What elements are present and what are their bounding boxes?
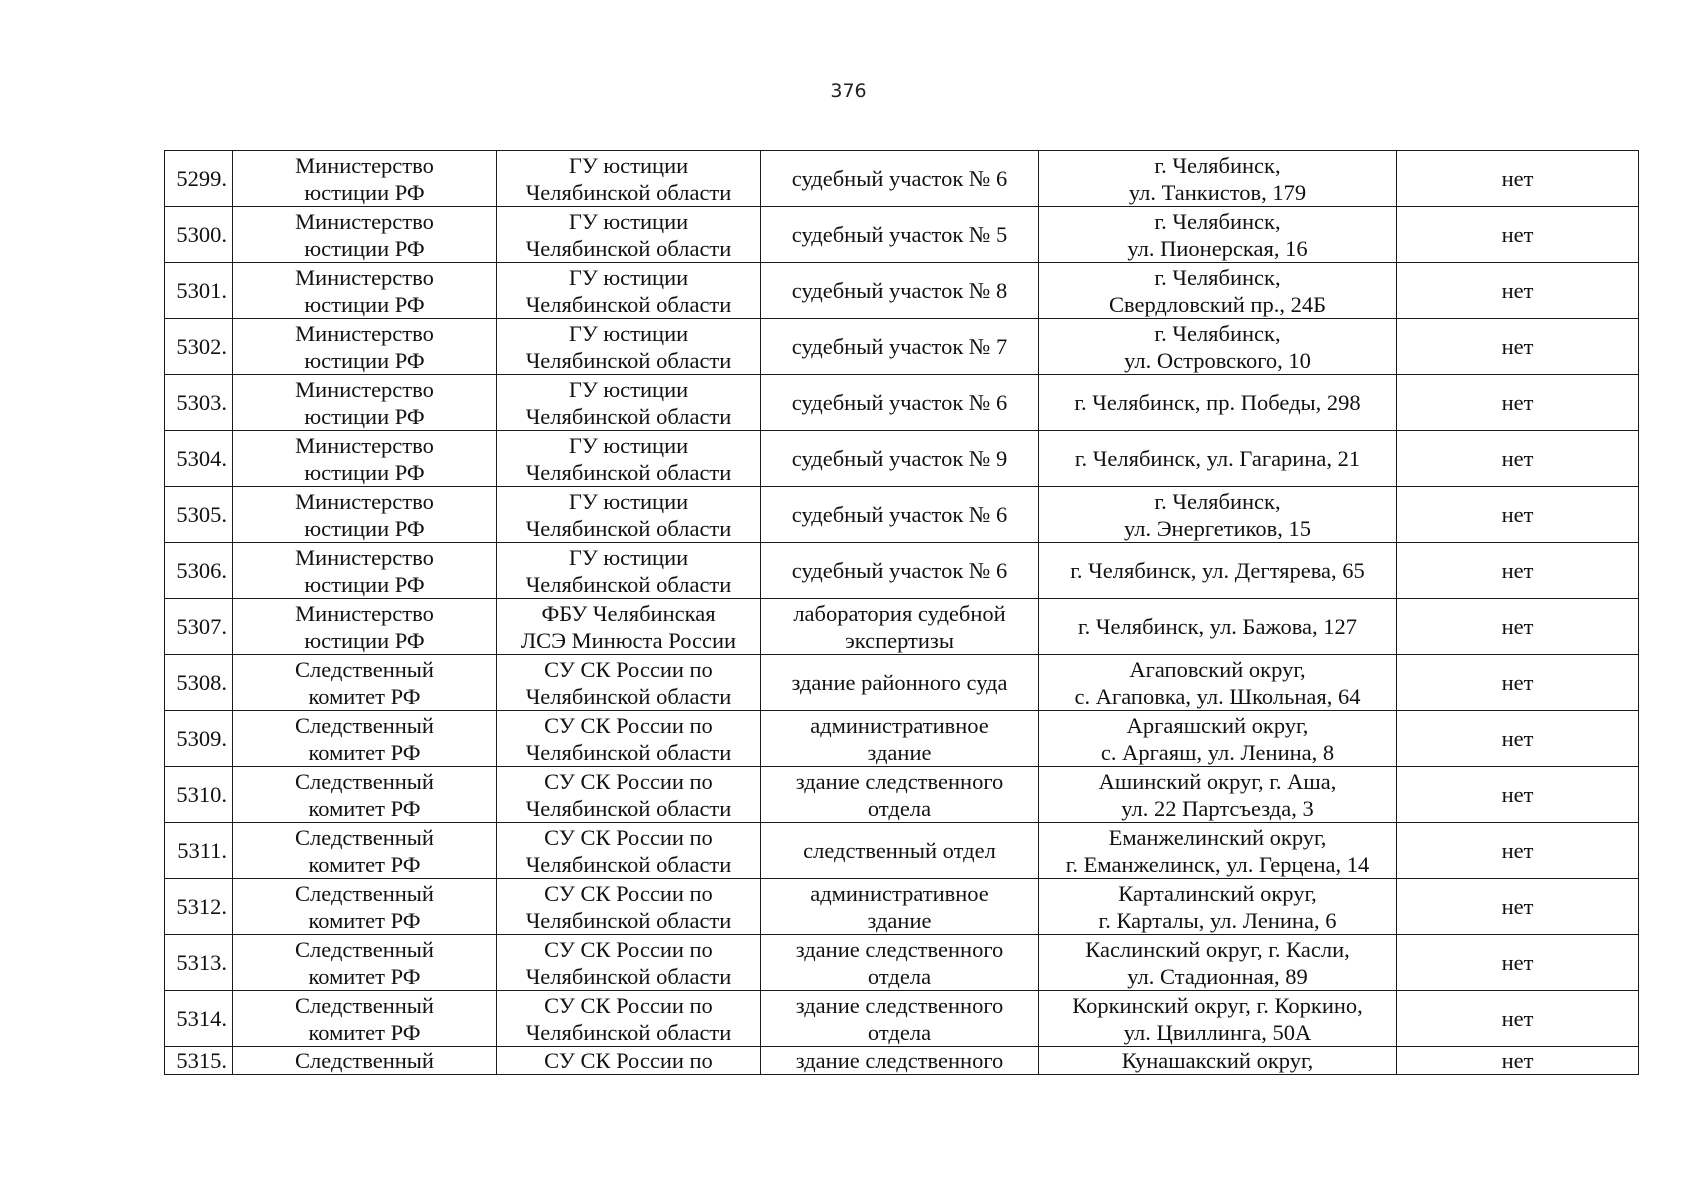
table-row [165, 935, 1639, 991]
cell-organization [497, 431, 761, 487]
cell-line: комитет РФ [308, 683, 421, 709]
cell-address [1039, 1047, 1397, 1075]
cell-line: Министерство [295, 208, 434, 234]
cell-number: 5309. [165, 711, 233, 767]
cell-number: 5308. [165, 655, 233, 711]
cell-line: Еманжелинский округ, [1108, 824, 1327, 850]
cell-line: экспертизы [845, 627, 954, 653]
cell-ministry [233, 487, 497, 543]
cell-line: Министерство [295, 488, 434, 514]
cell-line: Челябинской области [525, 739, 732, 765]
cell-address [1039, 767, 1397, 823]
cell-line: СУ СК России по [544, 824, 713, 850]
cell-ministry [233, 711, 497, 767]
cell-status: нет [1397, 263, 1639, 319]
cell-address [1039, 543, 1397, 599]
cell-ministry [233, 151, 497, 207]
cell-line: Следственный [295, 936, 434, 962]
cell-line: комитет РФ [308, 851, 421, 877]
cell-object [761, 935, 1039, 991]
cell-line: Агаповский округ, [1129, 656, 1306, 682]
cell-line: судебный участок № 8 [791, 278, 1008, 303]
cell-line: Челябинской области [525, 907, 732, 933]
cell-ministry [233, 655, 497, 711]
cell-line: Челябинской области [525, 235, 732, 261]
cell-line: Следственный [295, 656, 434, 682]
cell-line: Челябинской области [525, 1019, 732, 1045]
cell-organization [497, 207, 761, 263]
cell-line: Свердловский пр., 24Б [1108, 291, 1327, 317]
cell-line: здание [867, 907, 932, 933]
cell-line: ул. Островского, 10 [1124, 347, 1311, 373]
cell-line: г. Челябинск, [1154, 320, 1281, 346]
cell-line: Следственный [295, 880, 434, 906]
cell-line: ул. 22 Партсъезда, 3 [1121, 795, 1314, 821]
cell-ministry [233, 935, 497, 991]
cell-line: здание следственного [795, 768, 1004, 794]
cell-organization [497, 263, 761, 319]
cell-number: 5306. [165, 543, 233, 599]
cell-status: нет [1397, 1047, 1639, 1075]
cell-status: нет [1397, 767, 1639, 823]
cell-status: нет [1397, 599, 1639, 655]
cell-object [761, 487, 1039, 543]
cell-line: СУ СК России по [544, 992, 713, 1018]
cell-line: административное [810, 712, 989, 738]
cell-organization [497, 767, 761, 823]
table-row [165, 655, 1639, 711]
cell-line: Челябинской области [525, 403, 732, 429]
cell-status: нет [1397, 487, 1639, 543]
cell-address [1039, 935, 1397, 991]
cell-object [761, 711, 1039, 767]
cell-line: Кунашакский округ, [1121, 1048, 1314, 1073]
cell-line: Каслинский округ, г. Касли, [1085, 936, 1350, 962]
cell-line: ГУ юстиции [568, 544, 689, 570]
table-row [165, 823, 1639, 879]
cell-ministry [233, 991, 497, 1047]
cell-status: нет [1397, 431, 1639, 487]
cell-line: Челябинской области [525, 795, 732, 821]
cell-line: Следственный [295, 1048, 434, 1073]
cell-line: лаборатория судебной [793, 600, 1006, 626]
cell-number: 5310. [165, 767, 233, 823]
cell-organization [497, 879, 761, 935]
cell-line: юстиции РФ [304, 515, 425, 541]
cell-ministry [233, 207, 497, 263]
cell-line: г. Челябинск, ул. Бажова, 127 [1077, 614, 1358, 639]
cell-number: 5305. [165, 487, 233, 543]
cell-object [761, 207, 1039, 263]
cell-line: с. Аргаяш, ул. Ленина, 8 [1100, 739, 1335, 765]
cell-status: нет [1397, 935, 1639, 991]
table-row [165, 879, 1639, 935]
cell-line: Следственный [295, 992, 434, 1018]
cell-organization [497, 151, 761, 207]
table-row [165, 991, 1639, 1047]
cell-line: Министерство [295, 432, 434, 458]
cell-line: ул. Танкистов, 179 [1128, 179, 1307, 205]
cell-object [761, 599, 1039, 655]
cell-line: Челябинской области [525, 347, 732, 373]
cell-status: нет [1397, 991, 1639, 1047]
cell-line: комитет РФ [308, 963, 421, 989]
cell-address [1039, 487, 1397, 543]
cell-line: ГУ юстиции [568, 488, 689, 514]
cell-object [761, 263, 1039, 319]
cell-line: ЛСЭ Минюста России [520, 627, 737, 653]
cell-number: 5311. [165, 823, 233, 879]
cell-organization [497, 823, 761, 879]
cell-status: нет [1397, 151, 1639, 207]
cell-number: 5312. [165, 879, 233, 935]
cell-ministry [233, 375, 497, 431]
cell-line: здание [867, 739, 932, 765]
cell-number: 5300. [165, 207, 233, 263]
cell-line: Челябинской области [525, 291, 732, 317]
cell-number: 5299. [165, 151, 233, 207]
cell-line: ГУ юстиции [568, 264, 689, 290]
cell-number: 5302. [165, 319, 233, 375]
table-row [165, 711, 1639, 767]
cell-line: Министерство [295, 264, 434, 290]
cell-line: г. Челябинск, [1154, 208, 1281, 234]
cell-status: нет [1397, 711, 1639, 767]
cell-line: Следственный [295, 768, 434, 794]
cell-organization [497, 487, 761, 543]
cell-line: отдела [867, 795, 932, 821]
cell-object [761, 823, 1039, 879]
cell-line: ГУ юстиции [568, 208, 689, 234]
cell-number: 5315. [165, 1047, 233, 1075]
cell-line: г. Челябинск, ул. Гагарина, 21 [1074, 446, 1361, 471]
registry-table-body [165, 151, 1639, 1075]
cell-address [1039, 655, 1397, 711]
cell-line: ФБУ Челябинская [541, 600, 716, 626]
cell-ministry [233, 879, 497, 935]
cell-line: СУ СК России по [544, 712, 713, 738]
cell-address [1039, 991, 1397, 1047]
cell-line: здание районного суда [791, 670, 1008, 695]
cell-object [761, 879, 1039, 935]
cell-line: юстиции РФ [304, 347, 425, 373]
cell-line: отдела [867, 963, 932, 989]
table-row [165, 319, 1639, 375]
cell-line: отдела [867, 1019, 932, 1045]
cell-line: г. Челябинск, ул. Дегтярева, 65 [1070, 558, 1365, 583]
cell-number: 5301. [165, 263, 233, 319]
cell-object [761, 543, 1039, 599]
cell-line: Челябинской области [525, 459, 732, 485]
cell-number: 5314. [165, 991, 233, 1047]
cell-address [1039, 375, 1397, 431]
cell-line: юстиции РФ [304, 403, 425, 429]
cell-ministry [233, 263, 497, 319]
cell-object [761, 1047, 1039, 1075]
registry-table [164, 150, 1639, 1075]
cell-line: здание следственного [795, 936, 1004, 962]
cell-line: судебный участок № 7 [791, 334, 1008, 359]
cell-address [1039, 879, 1397, 935]
cell-object [761, 767, 1039, 823]
cell-line: комитет РФ [308, 795, 421, 821]
cell-line: г. Челябинск, пр. Победы, 298 [1074, 390, 1361, 415]
cell-line: Министерство [295, 376, 434, 402]
cell-line: юстиции РФ [304, 235, 425, 261]
cell-ministry [233, 1047, 497, 1075]
cell-organization [497, 599, 761, 655]
cell-object [761, 319, 1039, 375]
cell-line: СУ СК России по [544, 936, 713, 962]
cell-status: нет [1397, 655, 1639, 711]
cell-address [1039, 207, 1397, 263]
page-number: 376 [830, 80, 867, 102]
cell-line: Челябинской области [525, 851, 732, 877]
cell-ministry [233, 431, 497, 487]
cell-number: 5303. [165, 375, 233, 431]
cell-organization [497, 375, 761, 431]
cell-line: г. Челябинск, [1154, 264, 1281, 290]
cell-line: Коркинский округ, г. Коркино, [1072, 992, 1363, 1018]
cell-status: нет [1397, 823, 1639, 879]
cell-status: нет [1397, 879, 1639, 935]
cell-object [761, 655, 1039, 711]
cell-status: нет [1397, 319, 1639, 375]
cell-organization [497, 1047, 761, 1075]
cell-line: СУ СК России по [544, 880, 713, 906]
cell-object [761, 151, 1039, 207]
cell-status: нет [1397, 543, 1639, 599]
cell-line: г. Челябинск, [1154, 152, 1281, 178]
cell-line: здание следственного [795, 1048, 1004, 1073]
cell-line: Министерство [295, 600, 434, 626]
cell-address [1039, 711, 1397, 767]
cell-ministry [233, 599, 497, 655]
cell-line: судебный участок № 6 [791, 502, 1008, 527]
cell-line: здание следственного [795, 992, 1004, 1018]
cell-organization [497, 543, 761, 599]
cell-line: комитет РФ [308, 739, 421, 765]
cell-line: г. Челябинск, [1154, 488, 1281, 514]
table-row [165, 375, 1639, 431]
cell-line: Министерство [295, 544, 434, 570]
cell-line: юстиции РФ [304, 571, 425, 597]
table-row [165, 263, 1639, 319]
cell-object [761, 991, 1039, 1047]
cell-organization [497, 991, 761, 1047]
cell-address [1039, 319, 1397, 375]
cell-line: Аргаяшский округ, [1126, 712, 1309, 738]
cell-address [1039, 599, 1397, 655]
cell-line: комитет РФ [308, 1019, 421, 1045]
cell-line: Ашинский округ, г. Аша, [1098, 768, 1337, 794]
cell-line: ул. Энергетиков, 15 [1123, 515, 1312, 541]
cell-line: Челябинской области [525, 963, 732, 989]
cell-object [761, 431, 1039, 487]
cell-line: СУ СК России по [544, 768, 713, 794]
cell-line: юстиции РФ [304, 179, 425, 205]
cell-organization [497, 711, 761, 767]
cell-line: Следственный [295, 712, 434, 738]
cell-line: Следственный [295, 824, 434, 850]
cell-number: 5313. [165, 935, 233, 991]
cell-line: судебный участок № 6 [791, 558, 1008, 583]
cell-line: судебный участок № 5 [791, 222, 1008, 247]
cell-line: Челябинской области [525, 683, 732, 709]
cell-line: ГУ юстиции [568, 320, 689, 346]
cell-line: г. Еманжелинск, ул. Герцена, 14 [1065, 851, 1370, 877]
cell-line: ул. Пионерская, 16 [1127, 235, 1308, 261]
cell-ministry [233, 823, 497, 879]
cell-address [1039, 151, 1397, 207]
cell-line: ГУ юстиции [568, 376, 689, 402]
cell-line: ГУ юстиции [568, 152, 689, 178]
cell-status: нет [1397, 375, 1639, 431]
table-row [165, 151, 1639, 207]
cell-line: ул. Стадионная, 89 [1127, 963, 1308, 989]
cell-line: Челябинской области [525, 571, 732, 597]
cell-object [761, 375, 1039, 431]
table-row [165, 431, 1639, 487]
cell-organization [497, 935, 761, 991]
cell-line: Челябинской области [525, 179, 732, 205]
cell-line: Министерство [295, 320, 434, 346]
cell-ministry [233, 543, 497, 599]
cell-ministry [233, 767, 497, 823]
cell-line: с. Агаповка, ул. Школьная, 64 [1074, 683, 1361, 709]
cell-line: юстиции РФ [304, 459, 425, 485]
cell-line: судебный участок № 6 [791, 166, 1008, 191]
cell-address [1039, 823, 1397, 879]
cell-line: ГУ юстиции [568, 432, 689, 458]
cell-ministry [233, 319, 497, 375]
cell-line: Карталинский округ, [1118, 880, 1317, 906]
cell-line: судебный участок № 9 [791, 446, 1008, 471]
cell-line: административное [810, 880, 989, 906]
cell-line: комитет РФ [308, 907, 421, 933]
cell-line: Челябинской области [525, 515, 732, 541]
cell-organization [497, 655, 761, 711]
cell-line: г. Карталы, ул. Ленина, 6 [1098, 907, 1337, 933]
table-row [165, 1047, 1639, 1075]
cell-line: следственный отдел [803, 838, 996, 863]
table-row [165, 543, 1639, 599]
cell-organization [497, 319, 761, 375]
cell-line: СУ СК России по [544, 1048, 713, 1073]
cell-line: юстиции РФ [304, 291, 425, 317]
cell-line: СУ СК России по [544, 656, 713, 682]
table-row [165, 487, 1639, 543]
cell-number: 5307. [165, 599, 233, 655]
cell-line: юстиции РФ [304, 627, 425, 653]
cell-line: судебный участок № 6 [791, 390, 1008, 415]
table-row [165, 599, 1639, 655]
table-row [165, 767, 1639, 823]
cell-line: ул. Цвиллинга, 50А [1123, 1019, 1312, 1045]
cell-address [1039, 263, 1397, 319]
cell-number: 5304. [165, 431, 233, 487]
cell-status: нет [1397, 207, 1639, 263]
cell-line: Министерство [295, 152, 434, 178]
table-row [165, 207, 1639, 263]
cell-address [1039, 431, 1397, 487]
